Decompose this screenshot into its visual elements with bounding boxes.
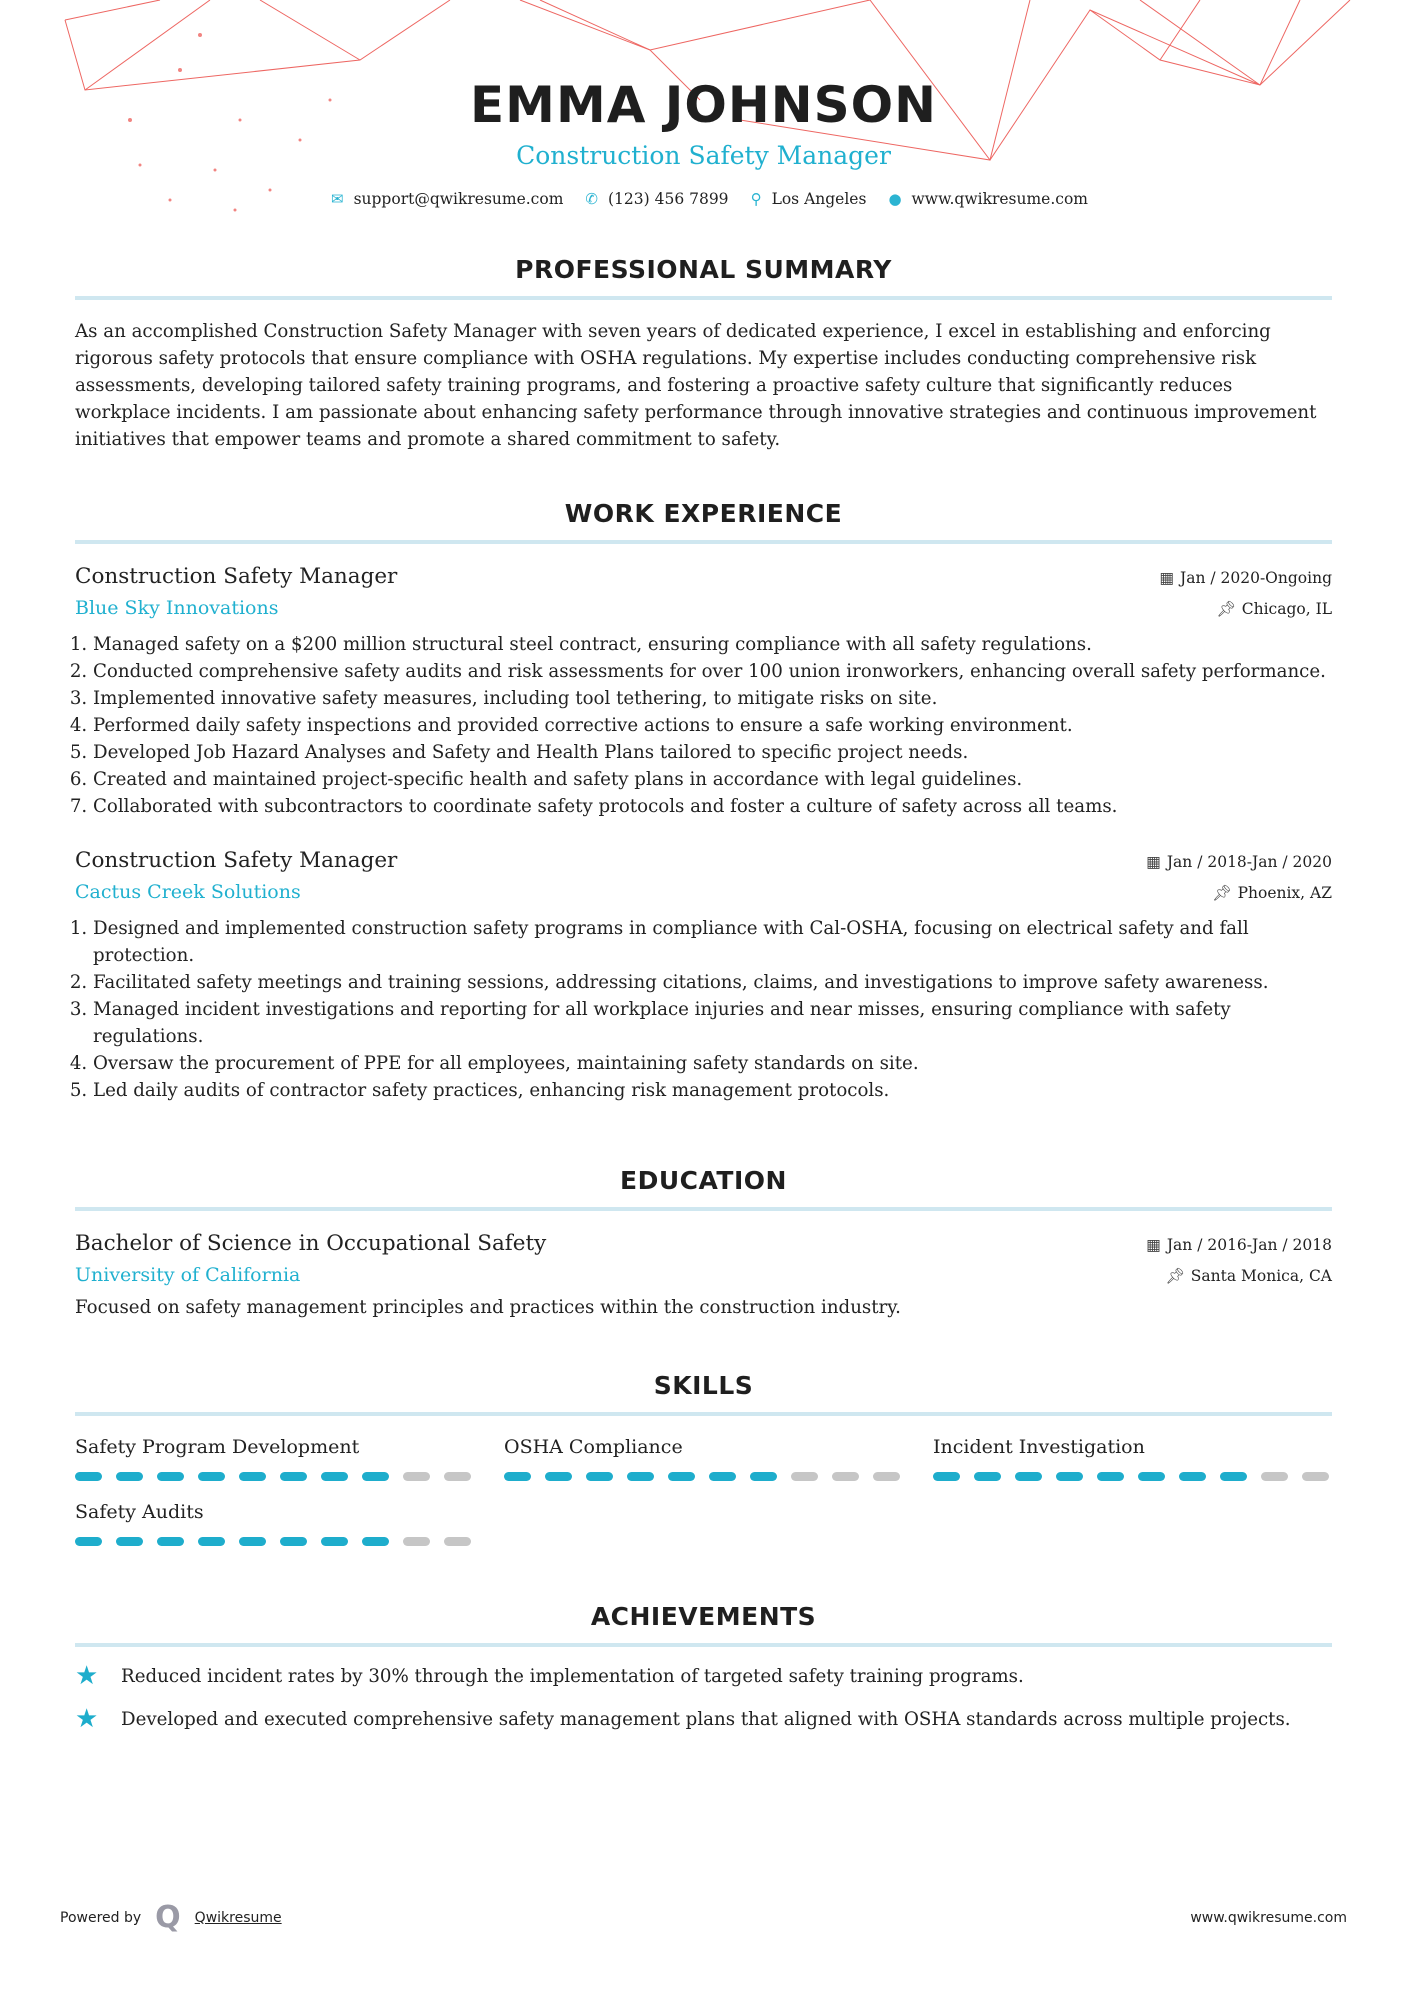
job-location: Phoenix, AZ (1237, 884, 1332, 902)
map-pin-icon: ⚲ (750, 190, 762, 208)
divider (75, 1412, 1332, 1416)
skill-segment-empty (403, 1472, 430, 1481)
skill-segment-filled (1056, 1472, 1083, 1481)
globe-icon: ● (888, 190, 902, 208)
list-item: 4. Performed daily safety inspections and provided corrective actions to ensure a safe working environment. (93, 712, 1332, 739)
job-bullets (75, 915, 1332, 1104)
school-name: University of California (75, 1264, 301, 1286)
pin-icon: 📌︎ (1216, 600, 1236, 618)
skill-segment-filled (75, 1537, 102, 1546)
star-icon: ★ (75, 1704, 99, 1734)
education-heading: EDUCATION (620, 1166, 787, 1195)
job-location: Chicago, IL (1241, 600, 1332, 618)
achievement-item (75, 1706, 1332, 1733)
skill-segment-filled (198, 1537, 225, 1546)
skill-segment-filled (321, 1537, 348, 1546)
job-entry (75, 564, 1332, 820)
skill-item (75, 1436, 475, 1481)
achievements-heading: ACHIEVEMENTS (590, 1602, 817, 1631)
education-dates: Jan / 2016-Jan / 2018 (1166, 1236, 1332, 1254)
achievement-item (75, 1663, 1332, 1690)
list-item: 2. Facilitated safety meetings and training sessions, addressing citations, claims, and investigations to improve safety awareness. (93, 969, 1332, 996)
job-bullets (75, 631, 1332, 820)
skill-segment-filled (239, 1537, 266, 1546)
pin-icon: 📌︎ (1165, 1267, 1185, 1285)
company-name: Cactus Creek Solutions (75, 881, 301, 903)
skill-segment-filled (1015, 1472, 1042, 1481)
calendar-icon: ▦ (1146, 1236, 1161, 1254)
skill-segment-filled (709, 1472, 736, 1481)
skill-segment-filled (750, 1472, 777, 1481)
skill-segment-empty (832, 1472, 859, 1481)
skill-segment-filled (586, 1472, 613, 1481)
star-icon: ★ (75, 1661, 99, 1691)
skill-segment-filled (1138, 1472, 1165, 1481)
list-item: 5. Developed Job Hazard Analyses and Safety and Health Plans tailored to specific project needs. (93, 739, 1332, 766)
skill-segment-filled (116, 1472, 143, 1481)
skill-item (933, 1436, 1333, 1481)
skill-segment-filled (1220, 1472, 1247, 1481)
job-title: Construction Safety Manager (75, 564, 398, 589)
list-item: 7. Collaborated with subcontractors to coordinate safety protocols and foster a culture of safety across all teams. (93, 793, 1332, 820)
skill-segment-filled (974, 1472, 1001, 1481)
skill-item (75, 1501, 475, 1546)
summary-heading: PROFESSIONAL SUMMARY (515, 255, 892, 284)
candidate-title: Construction Safety Manager (516, 141, 891, 170)
list-item: 1. Designed and implemented construction safety programs in compliance with Cal-OSHA, focusing on electrical safety and fall protection. (93, 915, 1332, 969)
contact-phone[interactable]: (123) 456 7899 (607, 190, 729, 208)
footer (60, 1900, 1347, 1935)
list-item: 6. Created and maintained project-specific health and safety plans in accordance with legal guidelines. (93, 766, 1332, 793)
contact-website[interactable]: www.qwikresume.com (911, 190, 1088, 208)
skill-segment-filled (75, 1472, 102, 1481)
skill-segment-filled (157, 1472, 184, 1481)
skill-segment-filled (116, 1537, 143, 1546)
contact-bar (75, 190, 1332, 208)
list-item: 2. Conducted comprehensive safety audits and risk assessments for over 100 union ironworkers, enhancing overall safety performance. (93, 658, 1332, 685)
skill-segment-empty (791, 1472, 818, 1481)
envelope-icon: ✉ (331, 190, 344, 208)
skill-segment-filled (362, 1537, 389, 1546)
skill-segment-filled (1179, 1472, 1206, 1481)
skill-segment-filled (1097, 1472, 1124, 1481)
skill-segment-filled (545, 1472, 572, 1481)
list-item: 5. Led daily audits of contractor safety practices, enhancing risk management protocols. (93, 1077, 1332, 1104)
skill-level-bar (933, 1472, 1333, 1481)
contact-location: Los Angeles (771, 190, 867, 208)
summary-text: As an accomplished Construction Safety Manager with seven years of dedicated experience, I excel in establishing and enforcing rigorous safety protocols that ensure compliance with OSHA regulations. My expertise includes conducting comprehensive risk assessments, developing tailored safety training programs, and fostering a proactive safety culture that significantly reduces workplace incidents. I am passionate about enhancing safety performance through innovative strategies and continuous improvement initiatives that empower teams and promote a shared commitment to safety. (75, 321, 1317, 450)
skill-segment-filled (157, 1537, 184, 1546)
phone-icon: ✆ (585, 190, 598, 208)
skills-heading: SKILLS (653, 1371, 754, 1400)
skill-segment-filled (321, 1472, 348, 1481)
skill-segment-empty (403, 1537, 430, 1546)
divider (75, 540, 1332, 544)
achievement-text: Reduced incident rates by 30% through the implementation of targeted safety training programs. (121, 1666, 1024, 1687)
brand-link[interactable]: Qwikresume (194, 1909, 282, 1926)
pin-icon: 📌︎ (1211, 884, 1232, 902)
job-dates: Jan / 2020-Ongoing (1179, 569, 1332, 587)
calendar-icon: ▦ (1146, 853, 1161, 871)
education-entry (75, 1231, 1332, 1321)
contact-email[interactable]: support@qwikresume.com (353, 190, 564, 208)
powered-by-label: Powered by (60, 1909, 142, 1926)
list-item: 4. Oversaw the procurement of PPE for all employees, maintaining safety standards on site. (93, 1050, 1332, 1077)
skills-grid (75, 1436, 1332, 1546)
skill-segment-filled (362, 1472, 389, 1481)
education-description: Focused on safety management principles and practices within the construction industry. (75, 1297, 901, 1318)
skill-segment-empty (444, 1472, 471, 1481)
calendar-icon: ▦ (1159, 569, 1174, 587)
education-location: Santa Monica, CA (1190, 1267, 1332, 1285)
skill-segment-filled (668, 1472, 695, 1481)
skill-name: Safety Program Development (75, 1436, 360, 1458)
skill-segment-empty (1302, 1472, 1329, 1481)
job-entry (75, 848, 1332, 1104)
skill-segment-filled (933, 1472, 960, 1481)
candidate-name: EMMA JOHNSON (470, 76, 937, 134)
skill-level-bar (75, 1537, 475, 1546)
job-title: Construction Safety Manager (75, 848, 398, 873)
list-item: 3. Managed incident investigations and reporting for all workplace injuries and near misses, ensuring compliance with safety regulations. (93, 996, 1332, 1050)
skill-name: OSHA Compliance (504, 1436, 683, 1458)
list-item: 3. Implemented innovative safety measures, including tool tethering, to mitigate risks on site. (93, 685, 1332, 712)
qwikresume-logo-icon: Q (155, 1900, 181, 1935)
achievement-text: Developed and executed comprehensive safety management plans that aligned with OSHA standards across multiple projects. (121, 1709, 1291, 1730)
skill-segment-filled (504, 1472, 531, 1481)
work-heading: WORK EXPERIENCE (564, 499, 843, 528)
skill-name: Incident Investigation (933, 1436, 1145, 1458)
degree: Bachelor of Science in Occupational Safety (75, 1231, 547, 1256)
skill-segment-filled (198, 1472, 225, 1481)
skill-segment-empty (1261, 1472, 1288, 1481)
skill-name: Safety Audits (75, 1501, 204, 1523)
footer-website[interactable]: www.qwikresume.com (1190, 1909, 1347, 1926)
skill-segment-filled (280, 1537, 307, 1546)
skill-item (504, 1436, 904, 1481)
company-name: Blue Sky Innovations (75, 597, 279, 619)
skill-level-bar (75, 1472, 475, 1481)
list-item: 1. Managed safety on a $200 million structural steel contract, ensuring compliance with all safety regulations. (93, 631, 1332, 658)
divider (75, 1207, 1332, 1211)
divider (75, 296, 1332, 300)
skill-level-bar (504, 1472, 904, 1481)
divider (75, 1643, 1332, 1647)
job-dates: Jan / 2018-Jan / 2020 (1166, 853, 1332, 871)
skill-segment-filled (280, 1472, 307, 1481)
skill-segment-empty (444, 1537, 471, 1546)
skill-segment-filled (239, 1472, 266, 1481)
skill-segment-empty (873, 1472, 900, 1481)
skill-segment-filled (627, 1472, 654, 1481)
